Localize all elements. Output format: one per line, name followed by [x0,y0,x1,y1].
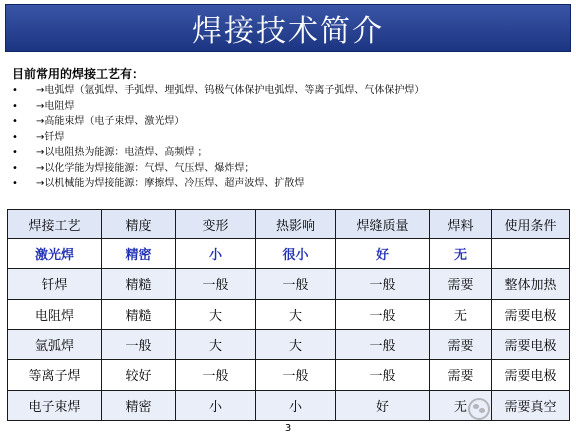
table-cell: 需要电极 [492,360,570,390]
header-cell: 变形 [176,210,256,239]
watermark [468,394,572,424]
table-cell: 一般 [336,299,430,329]
table-cell: 精糙 [102,269,176,299]
table-row [8,360,570,390]
page-title: 焊接技术简介 [192,14,384,49]
welding-comparison-table [7,209,570,421]
table-cell: 很小 [256,239,336,269]
table-cell: 精密 [102,239,176,269]
bullet-icon: • [12,178,18,189]
intro-heading: 目前常用的焊接工艺有： [12,67,145,81]
table-cell: 小 [256,390,336,420]
table-cell: 大 [256,329,336,359]
table-cell: 无 [430,390,492,420]
table-cell: 一般 [102,329,176,359]
process-item-text: →以电阻热为能源：电渣焊、高频焊 ； [36,147,208,158]
table-cell [492,239,570,269]
table-cell: 激光焊 [8,239,102,269]
table-cell: 电子束焊 [8,390,102,420]
process-item-text: →电阻焊 [36,100,75,112]
table-cell: 一般 [336,360,430,390]
process-item-text: →以化学能为焊接能源：气焊、气压焊、爆炸焊； [36,162,255,174]
header-cell: 精度 [102,210,176,239]
header-cell: 使用条件 [492,210,570,239]
process-item [12,83,566,99]
table-cell: 整体加热 [492,269,570,299]
table-cell: 需要 [430,269,492,299]
bullet-icon: • [12,162,18,174]
table-cell: 电阻焊 [8,299,102,329]
wechat-icon [468,398,490,420]
process-item [12,114,566,130]
process-item-text: →钎焊 [36,131,65,143]
table-cell: 好 [336,390,430,420]
table-cell: 小 [176,239,256,269]
table-row [8,239,570,269]
process-item [12,176,566,192]
bullet-icon: • [12,131,18,143]
table-cell: 精密 [102,390,176,420]
process-item [12,130,566,146]
title-bar [5,4,571,52]
bullet-icon: • [12,100,18,112]
table-row [8,269,570,299]
table-cell: 一般 [336,329,430,359]
process-item-text: →高能束焊（电子束焊、激光焊） [36,116,185,127]
table-cell: 一般 [176,360,256,390]
process-item [12,99,566,115]
table-cell: 一般 [336,269,430,299]
table-cell: 无 [430,239,492,269]
bullet-icon: • [12,147,18,158]
table-cell: 小 [176,390,256,420]
table-cell: 需要电极 [492,299,570,329]
table-cell: 需要 [430,360,492,390]
table-cell: 需要真空 [492,390,570,420]
process-item-text: →电弧焊（氩弧焊、手弧焊、埋弧焊、钨极气体保护电弧焊、等离子弧焊、气体保护焊） [36,85,425,96]
header-cell: 焊接工艺 [8,210,102,239]
table-header-row [8,210,570,239]
bullet-icon: • [12,85,18,96]
table-cell: 等离子焊 [8,360,102,390]
bullet-icon: • [12,116,18,127]
table-cell: 大 [176,329,256,359]
process-item [12,145,566,161]
table-cell: 氩弧焊 [8,329,102,359]
table-cell: 钎焊 [8,269,102,299]
table-cell: 需要 [430,329,492,359]
table-row [8,299,570,329]
page-number: 3 [284,423,292,434]
table-cell: 需要电极 [492,329,570,359]
process-item [12,161,566,177]
table-cell: 无 [430,299,492,329]
header-cell: 热影响 [256,210,336,239]
table-cell: 精糙 [102,299,176,329]
table-row [8,329,570,359]
table-cell: 较好 [102,360,176,390]
table-cell: 一般 [256,360,336,390]
table-cell: 一般 [256,269,336,299]
header-cell: 焊缝质量 [336,210,430,239]
table-cell: 好 [336,239,430,269]
process-item-text: →以机械能为焊接能源：摩擦焊、冷压焊、超声波焊、扩散焊 [36,178,305,189]
table-cell: 大 [256,299,336,329]
table-cell: 一般 [176,269,256,299]
header-cell: 焊料 [430,210,492,239]
intro-section [12,66,566,192]
process-list [12,83,566,192]
table-cell: 大 [176,299,256,329]
